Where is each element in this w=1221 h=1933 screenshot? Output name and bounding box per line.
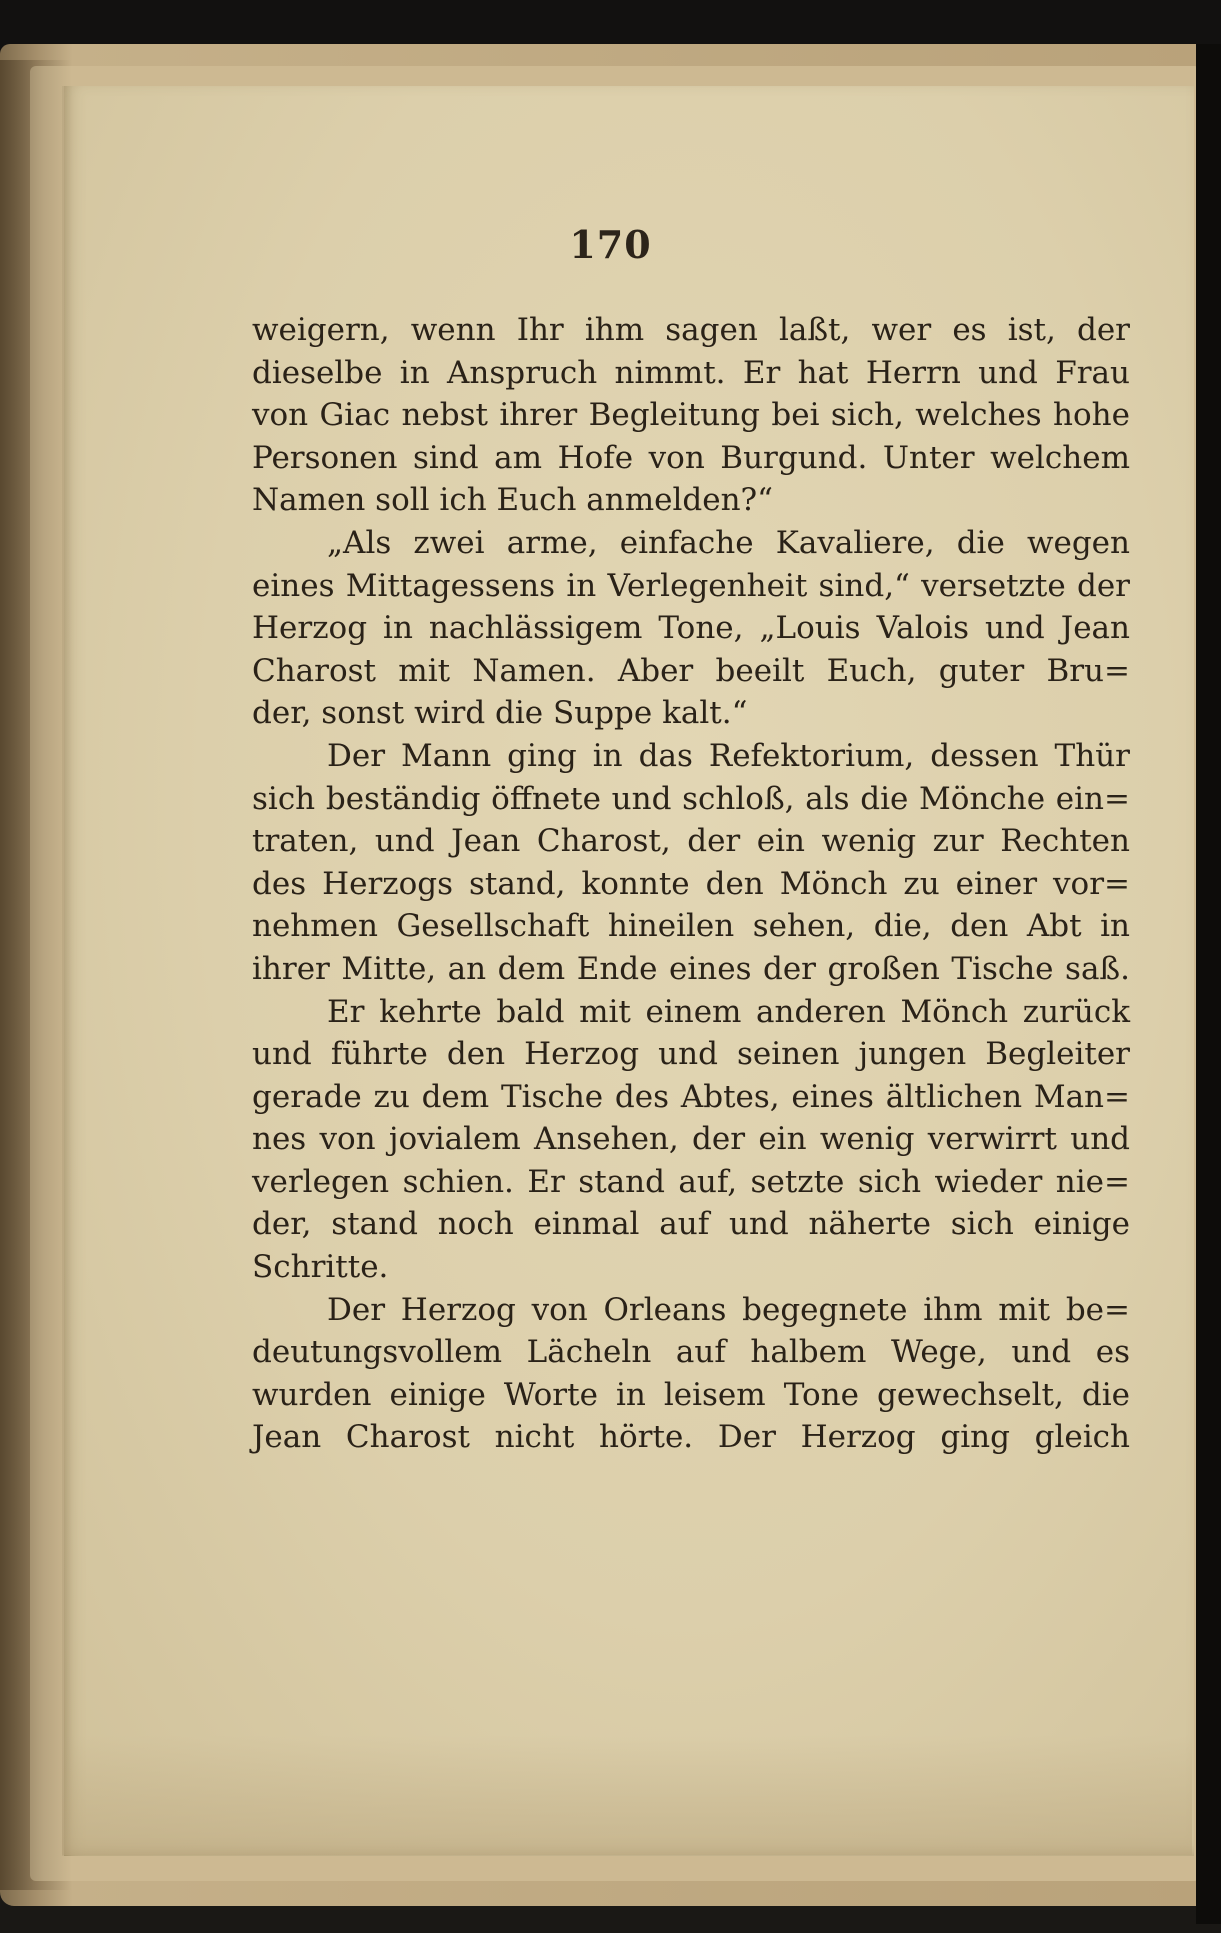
text-line: sich beständig öffnete und schloß, als die Mönche ein= [252, 780, 1130, 817]
text-line: wurden einige Worte in leisem Tone gewechselt, die [252, 1376, 1130, 1413]
text-line: der, stand noch einmal auf und näherte sich einige [252, 1206, 1130, 1243]
text-line: Charost mit Namen. Aber beeilt Euch, guter Bru= [252, 652, 1130, 689]
text-line: und führte den Herzog und seinen jungen Begleiter [252, 1036, 1130, 1073]
text-line: der, sonst wird die Suppe kalt.“ [252, 695, 748, 732]
text-line: ihrer Mitte, an dem Ende eines der großen Tische saß. [252, 950, 1130, 987]
text-line: Herzog in nachlässigem Tone, „Louis Valois und Jean [252, 610, 1130, 647]
text-line: von Giac nebst ihrer Begleitung bei sich, welches hohe [252, 397, 1130, 434]
page-bottom-shading [62, 1735, 1192, 1855]
text-line: weigern, wenn Ihr ihm sagen laßt, wer es ist, der [252, 312, 1130, 348]
page-number: 170 [569, 222, 652, 267]
text-line: dieselbe in Anspruch nimmt. Er hat Herrn und Frau [252, 354, 1130, 391]
text-line: traten, und Jean Charost, der ein wenig zur Rechten [252, 823, 1130, 860]
text-line: des Herzogs stand, konnte den Mönch zu einer vor= [252, 865, 1130, 902]
text-line: Jean Charost nicht hörte. Der Herzog ging gleich [252, 1419, 1130, 1456]
text-line: nehmen Gesellschaft hineilen sehen, die, den Abt in [252, 908, 1130, 945]
text-line: Der Mann ging in das Refektorium, dessen Thür [327, 737, 1130, 774]
text-line: Er kehrte bald mit einem anderen Mönch zurück [327, 993, 1130, 1030]
right-dark-edge [1196, 44, 1221, 1924]
text-line: Personen sind am Hofe von Burgund. Unter welchem [252, 439, 1130, 476]
text-line: gerade zu dem Tische des Abtes, eines ältlichen Man= [252, 1078, 1130, 1115]
body-text [252, 309, 1130, 1459]
text-line: „Als zwei arme, einfache Kavaliere, die wegen [327, 524, 1130, 561]
text-line: Namen soll ich Euch anmelden?“ [252, 482, 774, 519]
text-line: Der Herzog von Orleans begegnete ihm mit be= [327, 1291, 1130, 1328]
text-line: deutungsvollem Lächeln auf halbem Wege, und es [252, 1334, 1130, 1371]
text-line: eines Mittagessens in Verlegenheit sind,“ versetzte der [252, 567, 1130, 604]
text-line: verlegen schien. Er stand auf, setzte sich wieder nie= [252, 1163, 1130, 1200]
text-line: nes von jovialem Ansehen, der ein wenig verwirrt und [252, 1121, 1130, 1158]
text-line: Schritte. [252, 1249, 389, 1286]
spine-shadow [0, 60, 72, 1890]
